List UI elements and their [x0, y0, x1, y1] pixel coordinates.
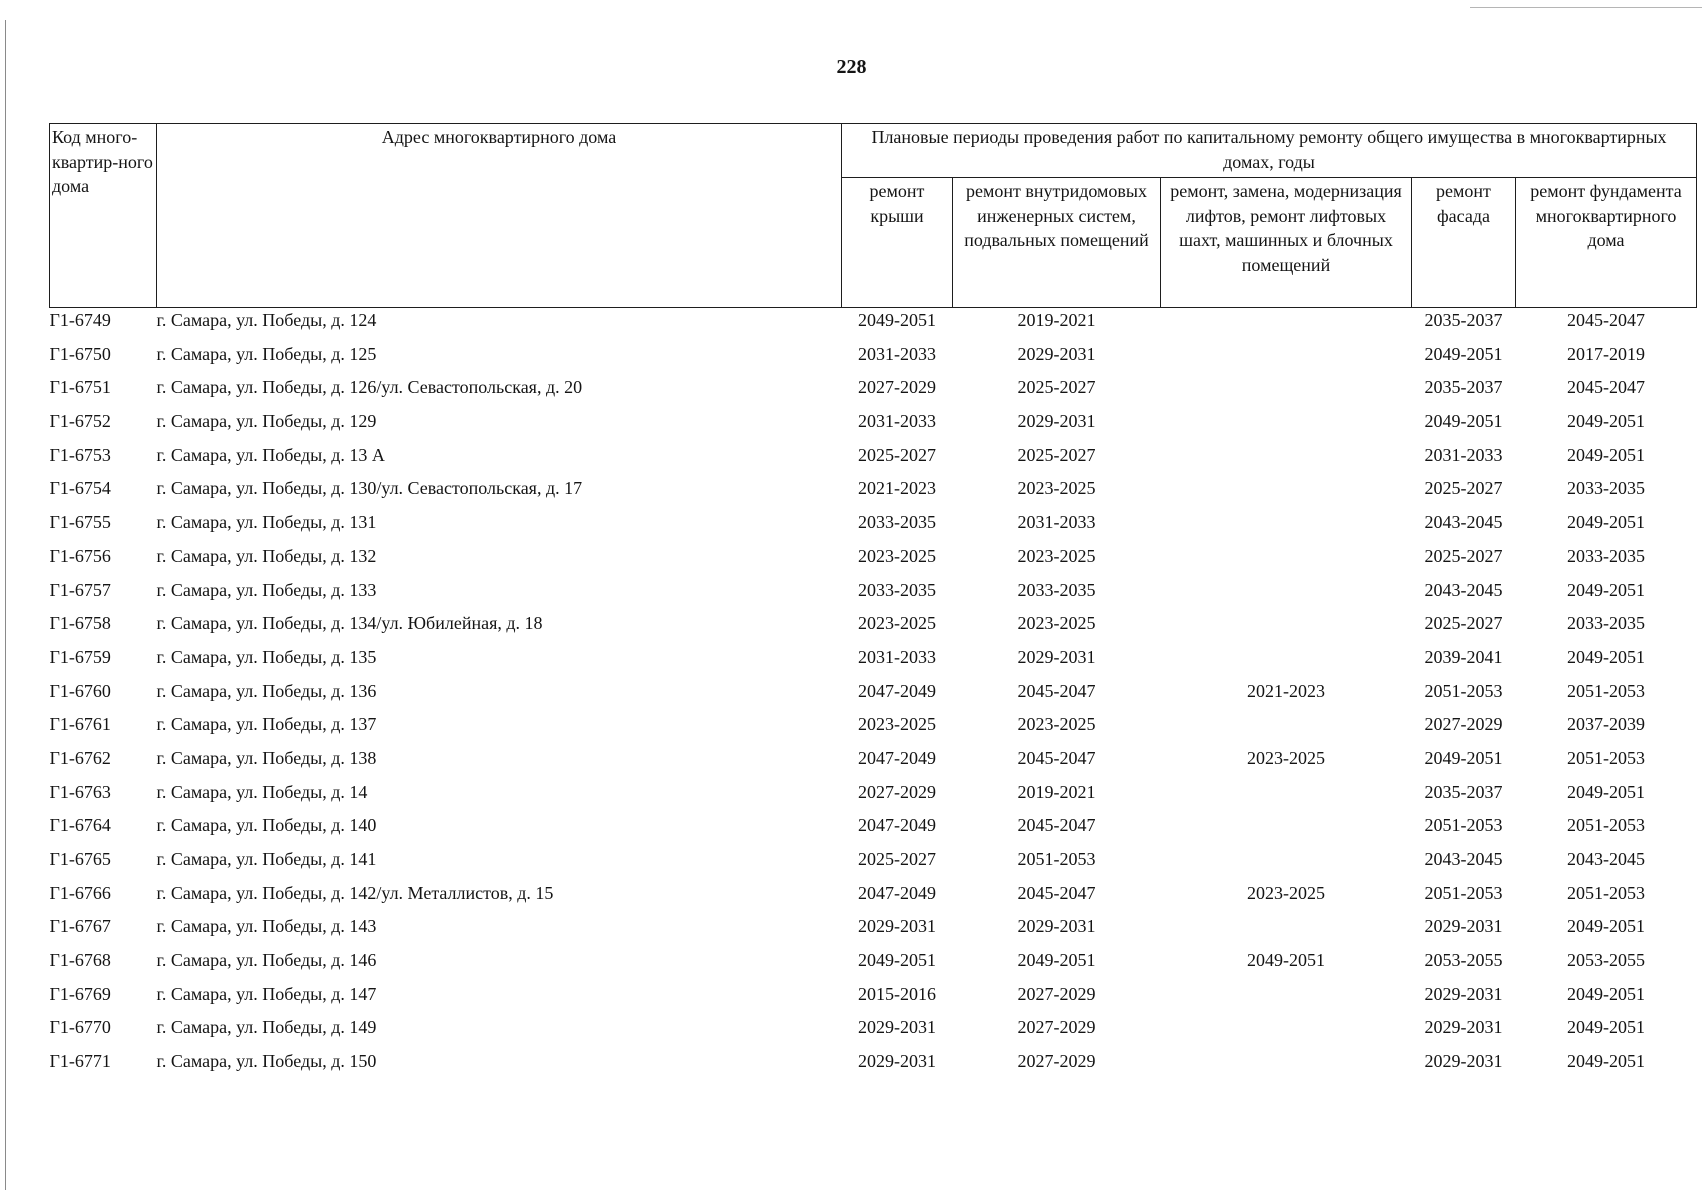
- foundation-period: 2049-2051: [1567, 444, 1645, 465]
- engineering-period: 2023-2025: [1017, 478, 1096, 499]
- building-code: Г1-6764: [49, 815, 111, 836]
- engineering-period: 2025-2027: [1017, 444, 1096, 465]
- roof-period: 2027-2029: [858, 377, 936, 398]
- foundation-period: 2033-2035: [1567, 613, 1645, 634]
- building-address: г. Самара, ул. Победы, д. 147: [156, 983, 377, 1004]
- facade-period: 2053-2055: [1424, 950, 1503, 971]
- engineering-period: 2045-2047: [1017, 882, 1096, 903]
- table-row: [50, 1049, 1697, 1083]
- table-row: [50, 1015, 1697, 1049]
- header-roof-repair: ремонт крыши: [842, 178, 953, 308]
- foundation-period: 2049-2051: [1567, 512, 1645, 533]
- roof-period: 2047-2049: [858, 882, 936, 903]
- roof-period: 2029-2031: [858, 1051, 936, 1072]
- building-address: г. Самара, ул. Победы, д. 136: [156, 680, 377, 701]
- foundation-period: 2049-2051: [1567, 983, 1645, 1004]
- elevator-period: [1161, 578, 1412, 612]
- elevator-period: [1161, 308, 1412, 342]
- table-row: [50, 611, 1697, 645]
- roof-period: 2031-2033: [858, 646, 936, 667]
- engineering-period: 2023-2025: [1017, 714, 1096, 735]
- facade-period: 2051-2053: [1424, 680, 1503, 701]
- roof-period: 2015-2016: [858, 983, 936, 1004]
- table-row: [50, 780, 1697, 814]
- roof-period: 2049-2051: [858, 950, 936, 971]
- facade-period: 2035-2037: [1424, 781, 1503, 802]
- building-address: г. Самара, ул. Победы, д. 140: [156, 815, 377, 836]
- repair-schedule-table: [49, 123, 1697, 1083]
- header-foundation-repair: ремонт фундамента многоквартирного дома: [1516, 178, 1697, 308]
- engineering-period: 2051-2053: [1017, 849, 1096, 869]
- building-code: Г1-6761: [49, 714, 111, 735]
- building-address: г. Самара, ул. Победы, д. 150: [156, 1051, 377, 1072]
- roof-period: 2047-2049: [858, 815, 936, 836]
- table-row: [50, 308, 1697, 342]
- engineering-period: 2027-2029: [1017, 983, 1096, 1004]
- building-address: г. Самара, ул. Победы, д. 129: [156, 411, 377, 432]
- elevator-period: [1161, 780, 1412, 814]
- building-code: Г1-6769: [49, 983, 111, 1004]
- elevator-period: [1161, 476, 1412, 510]
- roof-period: 2021-2023: [858, 478, 936, 499]
- building-code: Г1-6749: [49, 310, 111, 330]
- facade-period: 2051-2053: [1424, 882, 1503, 903]
- elevator-period: [1161, 712, 1412, 746]
- header-address: Адрес многоквартирного дома: [157, 124, 842, 308]
- header-engineering-repair: ремонт внутридомовых инженерных систем, подвальных помещений: [953, 178, 1161, 308]
- roof-period: 2047-2049: [858, 680, 936, 701]
- foundation-period: 2053-2055: [1567, 950, 1645, 971]
- building-address: г. Самара, ул. Победы, д. 135: [156, 646, 377, 667]
- elevator-period: [1161, 443, 1412, 477]
- elevator-period: [1161, 982, 1412, 1016]
- roof-period: 2029-2031: [858, 1017, 936, 1038]
- elevator-period: [1161, 342, 1412, 376]
- foundation-period: 2049-2051: [1567, 781, 1645, 802]
- building-address: г. Самара, ул. Победы, д. 146: [156, 950, 377, 971]
- table-row: [50, 881, 1697, 915]
- engineering-period: 2029-2031: [1017, 411, 1096, 432]
- facade-period: 2029-2031: [1424, 1051, 1503, 1072]
- table-body: [50, 308, 1697, 1083]
- table-row: [50, 510, 1697, 544]
- facade-period: 2029-2031: [1424, 983, 1503, 1004]
- building-code: Г1-6750: [49, 343, 111, 364]
- foundation-period: 2049-2051: [1567, 916, 1645, 937]
- elevator-period: [1161, 847, 1412, 881]
- table-row: [50, 982, 1697, 1016]
- table-row: [50, 948, 1697, 982]
- table-row: [50, 813, 1697, 847]
- page-edge-line: [5, 20, 6, 1190]
- table-row: [50, 342, 1697, 376]
- building-address: г. Самара, ул. Победы, д. 13 А: [156, 444, 385, 465]
- building-address: г. Самара, ул. Победы, д. 124: [156, 310, 377, 330]
- foundation-period: 2045-2047: [1567, 377, 1645, 398]
- building-address: г. Самара, ул. Победы, д. 130/ул. Севастопольская, д. 17: [156, 478, 583, 499]
- building-code: Г1-6757: [49, 579, 111, 600]
- building-code: Г1-6770: [49, 1017, 111, 1038]
- building-code: Г1-6762: [49, 747, 111, 768]
- table-row: [50, 476, 1697, 510]
- facade-period: 2049-2051: [1424, 343, 1503, 364]
- elevator-period: [1161, 645, 1412, 679]
- building-code: Г1-6767: [49, 916, 111, 937]
- header-facade-repair: ремонт фасада: [1412, 178, 1516, 308]
- facade-period: 2031-2033: [1424, 444, 1503, 465]
- roof-period: 2023-2025: [858, 714, 936, 735]
- roof-period: 2033-2035: [858, 579, 936, 600]
- elevator-period: [1161, 544, 1412, 578]
- table-row: [50, 847, 1697, 881]
- facade-period: 2027-2029: [1424, 714, 1503, 735]
- building-code: Г1-6766: [49, 882, 111, 903]
- building-address: г. Самара, ул. Победы, д. 149: [156, 1017, 377, 1038]
- facade-period: 2025-2027: [1424, 545, 1503, 566]
- building-code: Г1-6763: [49, 781, 111, 802]
- header-building-code: Код много-квартир-ного дома: [50, 124, 157, 308]
- header-elevator-repair: ремонт, замена, модернизация лифтов, ремонт лифтовых шахт, машинных и блочных помещений: [1161, 178, 1412, 308]
- facade-period: 2049-2051: [1424, 747, 1503, 768]
- engineering-period: 2049-2051: [1017, 950, 1096, 971]
- elevator-period: [1161, 813, 1412, 847]
- building-address: г. Самара, ул. Победы, д. 134/ул. Юбилейная, д. 18: [156, 613, 543, 634]
- building-address: г. Самара, ул. Победы, д. 14: [156, 781, 368, 802]
- foundation-period: 2049-2051: [1567, 646, 1645, 667]
- building-code: Г1-6751: [49, 377, 111, 398]
- facade-period: 2051-2053: [1424, 815, 1503, 836]
- roof-period: 2023-2025: [858, 545, 936, 566]
- building-address: г. Самара, ул. Победы, д. 132: [156, 545, 377, 566]
- engineering-period: 2029-2031: [1017, 916, 1096, 937]
- foundation-period: 2049-2051: [1567, 1051, 1645, 1072]
- building-address: г. Самара, ул. Победы, д. 142/ул. Металлистов, д. 15: [156, 882, 554, 903]
- facade-period: 2029-2031: [1424, 1017, 1503, 1038]
- foundation-period: 2049-2051: [1567, 579, 1645, 600]
- facade-period: 2043-2045: [1424, 579, 1503, 600]
- building-code: Г1-6755: [49, 512, 111, 533]
- engineering-period: 2033-2035: [1017, 579, 1096, 600]
- table-row: [50, 443, 1697, 477]
- facade-period: 2043-2045: [1424, 849, 1503, 869]
- elevator-period: [1161, 375, 1412, 409]
- facade-period: 2025-2027: [1424, 478, 1503, 499]
- elevator-period: [1161, 510, 1412, 544]
- building-code: Г1-6768: [49, 950, 111, 971]
- table-row: [50, 712, 1697, 746]
- facade-period: 2025-2027: [1424, 613, 1503, 634]
- elevator-period: [1161, 914, 1412, 948]
- facade-period: 2043-2045: [1424, 512, 1503, 533]
- facade-period: 2049-2051: [1424, 411, 1503, 432]
- facade-period: 2035-2037: [1424, 377, 1503, 398]
- building-code: Г1-6753: [49, 444, 111, 465]
- elevator-period: [1161, 1015, 1412, 1049]
- table-row: [50, 679, 1697, 713]
- engineering-period: 2025-2027: [1017, 377, 1096, 398]
- foundation-period: 2033-2035: [1567, 545, 1645, 566]
- engineering-period: 2031-2033: [1017, 512, 1096, 533]
- facade-period: 2035-2037: [1424, 310, 1503, 330]
- roof-period: 2025-2027: [858, 849, 936, 869]
- facade-period: 2039-2041: [1424, 646, 1503, 667]
- facade-period: 2029-2031: [1424, 916, 1503, 937]
- elevator-period: [1161, 409, 1412, 443]
- foundation-period: 2045-2047: [1567, 310, 1645, 330]
- building-code: Г1-6758: [49, 613, 111, 634]
- building-code: Г1-6765: [49, 849, 111, 869]
- engineering-period: 2019-2021: [1017, 781, 1096, 802]
- roof-period: 2031-2033: [858, 411, 936, 432]
- table-row: [50, 645, 1697, 679]
- building-code: Г1-6752: [49, 411, 111, 432]
- foundation-period: 2033-2035: [1567, 478, 1645, 499]
- scan-edge-line: [1470, 7, 1702, 8]
- building-address: г. Самара, ул. Победы, д. 138: [156, 747, 377, 768]
- engineering-period: 2045-2047: [1017, 680, 1096, 701]
- building-address: г. Самара, ул. Победы, д. 143: [156, 916, 377, 937]
- building-code: Г1-6754: [49, 478, 111, 499]
- roof-period: 2025-2027: [858, 444, 936, 465]
- building-address: г. Самара, ул. Победы, д. 126/ул. Севастопольская, д. 20: [156, 377, 583, 398]
- roof-period: 2031-2033: [858, 343, 936, 364]
- roof-period: 2027-2029: [858, 781, 936, 802]
- building-code: Г1-6759: [49, 646, 111, 667]
- building-code: Г1-6771: [49, 1051, 111, 1072]
- foundation-period: 2051-2053: [1567, 747, 1645, 768]
- roof-period: 2049-2051: [858, 310, 936, 330]
- roof-period: 2023-2025: [858, 613, 936, 634]
- engineering-period: 2027-2029: [1017, 1051, 1096, 1072]
- foundation-period: 2049-2051: [1567, 411, 1645, 432]
- table-row: [50, 746, 1697, 780]
- table-row: [50, 578, 1697, 612]
- roof-period: 2047-2049: [858, 747, 936, 768]
- engineering-period: 2029-2031: [1017, 343, 1096, 364]
- table-row: [50, 375, 1697, 409]
- building-address: г. Самара, ул. Победы, д. 137: [156, 714, 377, 735]
- building-code: Г1-6756: [49, 545, 111, 566]
- elevator-period: 2023-2025: [1247, 882, 1325, 903]
- foundation-period: 2051-2053: [1567, 882, 1645, 903]
- engineering-period: 2027-2029: [1017, 1017, 1096, 1038]
- engineering-period: 2045-2047: [1017, 747, 1096, 768]
- building-address: г. Самара, ул. Победы, д. 133: [156, 579, 377, 600]
- engineering-period: 2045-2047: [1017, 815, 1096, 836]
- building-address: г. Самара, ул. Победы, д. 141: [156, 849, 377, 869]
- elevator-period: [1161, 1049, 1412, 1083]
- roof-period: 2029-2031: [858, 916, 936, 937]
- engineering-period: 2029-2031: [1017, 646, 1096, 667]
- foundation-period: 2037-2039: [1567, 714, 1645, 735]
- engineering-period: 2023-2025: [1017, 613, 1096, 634]
- building-address: г. Самара, ул. Победы, д. 125: [156, 343, 377, 364]
- foundation-period: 2043-2045: [1567, 849, 1645, 869]
- foundation-period: 2017-2019: [1567, 343, 1645, 364]
- foundation-period: 2051-2053: [1567, 680, 1645, 701]
- elevator-period: 2023-2025: [1247, 747, 1325, 768]
- table-row: [50, 409, 1697, 443]
- engineering-period: 2019-2021: [1017, 310, 1096, 330]
- building-code: Г1-6760: [49, 680, 111, 701]
- foundation-period: 2051-2053: [1567, 815, 1645, 836]
- building-address: г. Самара, ул. Победы, д. 131: [156, 512, 377, 533]
- elevator-period: 2021-2023: [1247, 680, 1325, 701]
- foundation-period: 2049-2051: [1567, 1017, 1645, 1038]
- elevator-period: [1161, 611, 1412, 645]
- table-row: [50, 914, 1697, 948]
- header-planned-periods: Плановые периоды проведения работ по капитальному ремонту общего имущества в многоквартирных домах, годы: [842, 124, 1697, 178]
- page-number: 228: [836, 56, 867, 78]
- elevator-period: 2049-2051: [1247, 950, 1325, 971]
- roof-period: 2033-2035: [858, 512, 936, 533]
- engineering-period: 2023-2025: [1017, 545, 1096, 566]
- table-row: [50, 544, 1697, 578]
